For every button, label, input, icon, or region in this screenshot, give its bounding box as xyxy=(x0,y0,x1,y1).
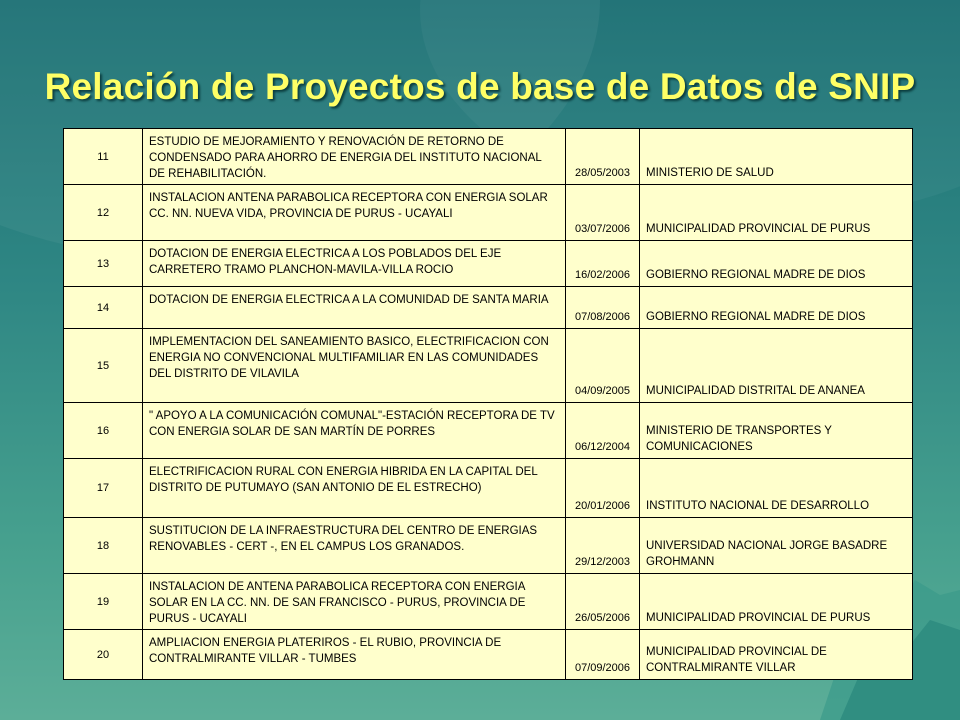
row-number: 12 xyxy=(64,185,143,241)
row-number: 14 xyxy=(64,287,143,329)
project-description: " APOYO A LA COMUNICACIÓN COMUNAL"-ESTACIÓN RECEPTORA DE TV CON ENERGIA SOLAR DE SAN MARTÍN DE PORRES xyxy=(143,403,566,459)
project-description: IMPLEMENTACION DEL SANEAMIENTO BASICO, ELECTRIFICACION CON ENERGIA NO CONVENCIONAL MULTIFAMILIAR EN LAS COMUNIDADES DEL DISTRITO DE VILAVILA xyxy=(143,329,566,403)
table-row xyxy=(64,241,913,287)
project-description: ESTUDIO DE MEJORAMIENTO Y RENOVACIÓN DE RETORNO DE CONDENSADO PARA AHORRO DE ENERGIA DEL INSTITUTO NACIONAL DE REHABILITACIÓN. xyxy=(143,129,566,185)
project-description: DOTACION DE ENERGIA ELECTRICA A LOS POBLADOS DEL EJE CARRETERO TRAMO PLANCHON-MAVILA-VILLA ROCIO xyxy=(143,241,566,287)
project-description: INSTALACION DE ANTENA PARABOLICA RECEPTORA CON ENERGIA SOLAR EN LA CC. NN. DE SAN FRANCISCO - PURUS, PROVINCIA DE PURUS - UCAYALI xyxy=(143,574,566,630)
project-date: 04/09/2005 xyxy=(566,329,640,403)
project-date: 20/01/2006 xyxy=(566,459,640,518)
table-row xyxy=(64,574,913,630)
row-number: 18 xyxy=(64,518,143,574)
executing-entity: INSTITUTO NACIONAL DE DESARROLLO xyxy=(640,459,913,518)
project-description: AMPLIACION ENERGIA PLATERIROS - EL RUBIO, PROVINCIA DE CONTRALMIRANTE VILLAR - TUMBES xyxy=(143,630,566,680)
project-date: 28/05/2003 xyxy=(566,129,640,185)
project-description: SUSTITUCION DE LA INFRAESTRUCTURA DEL CENTRO DE ENERGIAS RENOVABLES - CERT -, EN EL CAMPUS LOS GRANADOS. xyxy=(143,518,566,574)
row-number: 15 xyxy=(64,329,143,403)
executing-entity: MINISTERIO DE TRANSPORTES Y COMUNICACIONES xyxy=(640,403,913,459)
executing-entity: MUNICIPALIDAD PROVINCIAL DE PURUS xyxy=(640,185,913,241)
executing-entity: MUNICIPALIDAD PROVINCIAL DE CONTRALMIRANTE VILLAR xyxy=(640,630,913,680)
executing-entity: GOBIERNO REGIONAL MADRE DE DIOS xyxy=(640,287,913,329)
table-row xyxy=(64,459,913,518)
row-number: 19 xyxy=(64,574,143,630)
row-number: 11 xyxy=(64,129,143,185)
project-description: DOTACION DE ENERGIA ELECTRICA A LA COMUNIDAD DE SANTA MARIA xyxy=(143,287,566,329)
row-number: 16 xyxy=(64,403,143,459)
projects-table xyxy=(63,128,913,680)
table-row xyxy=(64,129,913,185)
table-row xyxy=(64,329,913,403)
project-date: 26/05/2006 xyxy=(566,574,640,630)
project-description: ELECTRIFICACION RURAL CON ENERGIA HIBRIDA EN LA CAPITAL DEL DISTRITO DE PUTUMAYO (SAN ANTONIO DE EL ESTRECHO) xyxy=(143,459,566,518)
project-date: 07/08/2006 xyxy=(566,287,640,329)
project-date: 29/12/2003 xyxy=(566,518,640,574)
project-date: 07/09/2006 xyxy=(566,630,640,680)
table-row xyxy=(64,403,913,459)
project-date: 03/07/2006 xyxy=(566,185,640,241)
executing-entity: MINISTERIO DE SALUD xyxy=(640,129,913,185)
project-date: 06/12/2004 xyxy=(566,403,640,459)
executing-entity: UNIVERSIDAD NACIONAL JORGE BASADRE GROHMANN xyxy=(640,518,913,574)
project-date: 16/02/2006 xyxy=(566,241,640,287)
table-row xyxy=(64,630,913,680)
executing-entity: MUNICIPALIDAD DISTRITAL DE ANANEA xyxy=(640,329,913,403)
slide-title: Relación de Proyectos de base de Datos de SNIP xyxy=(44,66,916,107)
table-row xyxy=(64,185,913,241)
table-row xyxy=(64,287,913,329)
table-row xyxy=(64,518,913,574)
row-number: 13 xyxy=(64,241,143,287)
row-number: 17 xyxy=(64,459,143,518)
executing-entity: MUNICIPALIDAD PROVINCIAL DE PURUS xyxy=(640,574,913,630)
project-description: INSTALACION ANTENA PARABOLICA RECEPTORA CON ENERGIA SOLAR CC. NN. NUEVA VIDA, PROVINCIA DE PURUS - UCAYALI xyxy=(143,185,566,241)
executing-entity: GOBIERNO REGIONAL MADRE DE DIOS xyxy=(640,241,913,287)
row-number: 20 xyxy=(64,630,143,680)
